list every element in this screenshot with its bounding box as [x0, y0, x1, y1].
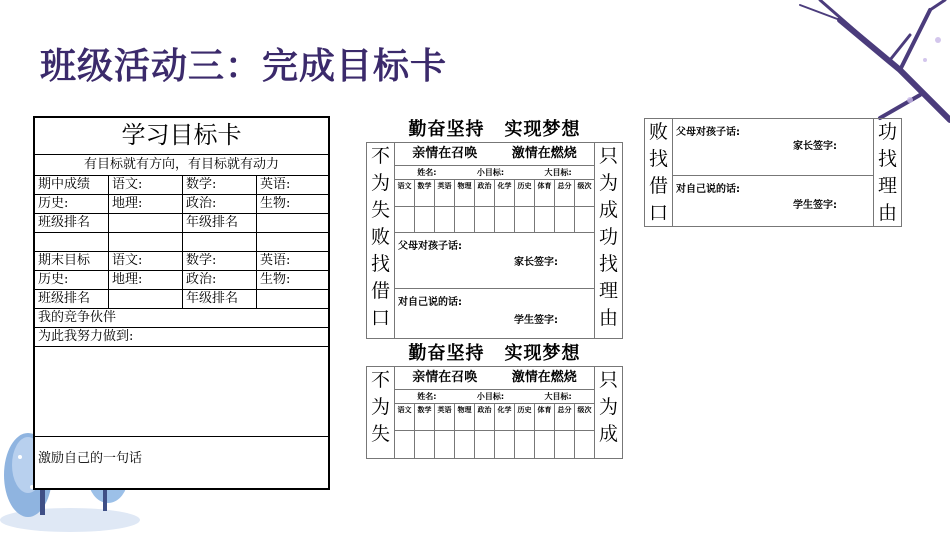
slogan-char: 借 [648, 175, 668, 197]
subject-cell: 数学 [415, 404, 435, 430]
parent-message-box [673, 119, 873, 176]
subject-cell: 政治 [475, 404, 495, 430]
score-row [395, 207, 594, 233]
slogan-char: 由 [877, 202, 897, 224]
subject-cell: 化学 [495, 404, 515, 430]
right-slogan [595, 367, 622, 458]
table-cell [257, 233, 328, 251]
slogan-char: 找 [370, 253, 390, 275]
table-cell: 生物: [260, 272, 291, 287]
table-cell: 政治: [183, 195, 257, 213]
card-heading: 学习目标卡 [35, 118, 328, 155]
slogan-char: 口 [648, 202, 668, 224]
subject-cell: 化学 [495, 180, 515, 206]
final-row-2 [35, 271, 328, 290]
pledge-body [366, 142, 623, 339]
left-slogan [645, 119, 672, 226]
name-label: 姓名: [417, 168, 437, 177]
table-cell: 语文: [109, 176, 183, 194]
big-goal-label: 大目标: [544, 392, 572, 401]
pledge-center [394, 143, 595, 338]
pledge-card-bottom [366, 342, 623, 459]
pledge-center [394, 367, 595, 458]
header-left: 勤奋坚持 [408, 119, 485, 140]
slogan-char: 为 [370, 172, 390, 194]
table-cell: 语文: [109, 252, 183, 270]
subject-cell: 历史 [515, 404, 535, 430]
table-cell: 数学: [183, 252, 257, 270]
subject-cell: 英语 [435, 180, 455, 206]
midterm-row-1 [35, 176, 328, 195]
table-cell [109, 214, 183, 232]
table-cell: 历史: [35, 195, 109, 213]
subject-cell: 语文 [395, 404, 415, 430]
card-subheading: 有目标就有方向，有目标就有动力 [35, 155, 328, 176]
pledge-center [672, 119, 874, 226]
left-slogan [367, 143, 394, 338]
slogan-char: 由 [598, 307, 618, 329]
parent-sign-label: 家长签字: [793, 141, 837, 152]
parent-message-box [395, 233, 594, 289]
table-cell: 地理: [109, 195, 183, 213]
blank-row [35, 233, 328, 252]
right-slogan [595, 143, 622, 338]
small-goal-label: 小目标: [476, 168, 505, 177]
subject-cell: 级次 [577, 406, 592, 414]
self-msg-label: 对自己说的话: [676, 184, 740, 195]
subject-cell: 语文 [395, 180, 415, 206]
student-sign-label: 学生签字: [514, 315, 558, 326]
right-slogan [874, 119, 901, 226]
student-sign-label: 学生签字: [793, 200, 837, 211]
table-cell [183, 233, 257, 251]
table-cell [257, 214, 328, 232]
subject-cell: 物理 [455, 404, 475, 430]
final-row-1 [35, 252, 328, 271]
subject-row [395, 180, 594, 207]
pledge-body [366, 366, 623, 459]
branch-decoration [780, 0, 950, 130]
slogan-char: 功 [598, 226, 618, 248]
page-title: 班级活动三：完成目标卡 [40, 46, 448, 87]
midterm-row-3 [35, 214, 328, 233]
parent-sign-label: 家长签字: [514, 257, 558, 268]
pledge-header [366, 342, 623, 366]
name-row [395, 390, 594, 404]
slogan-char: 为 [370, 396, 390, 418]
subject-row [395, 404, 594, 431]
effort-label: 为此我努力做到: [35, 328, 328, 347]
midterm-row-2 [35, 195, 328, 214]
table-cell: 期末目标 [35, 252, 109, 270]
slogan-char: 口 [370, 307, 390, 329]
table-cell: 年级排名 [183, 214, 257, 232]
motto-label: 激励自己的一句话 [38, 451, 143, 466]
slogan-char: 找 [648, 148, 668, 170]
subject-cell: 体育 [535, 180, 555, 206]
table-cell: 政治: [183, 271, 257, 289]
motto-left: 亲情在召唤 [412, 370, 478, 385]
slogan-char: 为 [598, 172, 618, 194]
self-message-box [395, 289, 594, 338]
parent-msg-label: 父母对孩子话: [676, 127, 740, 138]
subject-cell: 物理 [455, 180, 475, 206]
subject-cell: 体育 [535, 404, 555, 430]
left-slogan [367, 367, 394, 458]
slogan-char: 只 [598, 369, 618, 391]
pledge-card-top [366, 118, 623, 339]
effort-box [35, 347, 328, 437]
subject-cell: 总分 [555, 180, 575, 206]
slogan-char: 只 [598, 145, 618, 167]
slogan-char: 成 [598, 423, 618, 445]
score-row [395, 431, 594, 458]
table-cell [109, 290, 183, 308]
slogan-char: 功 [877, 121, 897, 143]
slogan-char: 败 [370, 226, 390, 248]
center-mottos [395, 367, 594, 390]
slogan-char: 成 [598, 199, 618, 221]
big-goal-label: 大目标: [544, 168, 572, 177]
table-cell: 生物: [260, 196, 291, 211]
parent-msg-label: 父母对孩子话: [398, 241, 462, 252]
name-label: 姓名: [417, 392, 437, 401]
table-cell: 期中成绩 [35, 176, 109, 194]
goal-card [33, 116, 330, 490]
subject-cell: 总分 [555, 404, 575, 430]
table-cell: 地理: [109, 271, 183, 289]
pledge-header [366, 118, 623, 142]
motto-left: 亲情在召唤 [412, 146, 478, 161]
table-cell: 班级排名 [35, 214, 109, 232]
table-cell: 数学: [183, 176, 257, 194]
subject-cell: 数学 [415, 180, 435, 206]
final-row-3 [35, 290, 328, 309]
slogan-char: 不 [370, 369, 390, 391]
header-right: 实现梦想 [504, 343, 581, 364]
slogan-char: 借 [370, 280, 390, 302]
slogan-char: 理 [877, 175, 897, 197]
motto-right: 激情在燃烧 [511, 370, 577, 385]
table-cell: 英语: [260, 253, 291, 268]
subject-cell: 英语 [435, 404, 455, 430]
slogan-char: 不 [370, 145, 390, 167]
motto-right: 激情在燃烧 [511, 146, 577, 161]
table-cell [35, 233, 109, 251]
subject-cell: 级次 [577, 182, 592, 190]
table-cell: 年级排名 [183, 290, 257, 308]
rival-label: 我的竞争伙伴 [35, 309, 328, 328]
pledge-card-right [644, 118, 902, 227]
table-cell: 历史: [35, 271, 109, 289]
self-msg-label: 对自己说的话: [398, 297, 462, 308]
table-cell [109, 233, 183, 251]
table-cell: 班级排名 [35, 290, 109, 308]
table-cell [257, 290, 328, 308]
table-cell: 英语: [260, 177, 291, 192]
slogan-char: 为 [598, 396, 618, 418]
slogan-char: 找 [877, 148, 897, 170]
header-left: 勤奋坚持 [408, 343, 485, 364]
slogan-char: 理 [598, 280, 618, 302]
name-row [395, 166, 594, 180]
subject-cell: 政治 [475, 180, 495, 206]
small-goal-label: 小目标: [476, 392, 505, 401]
center-mottos [395, 143, 594, 166]
slogan-char: 败 [648, 121, 668, 143]
header-right: 实现梦想 [504, 119, 581, 140]
slogan-char: 失 [370, 199, 390, 221]
slogan-char: 失 [370, 423, 390, 445]
subject-cell: 历史 [515, 180, 535, 206]
self-message-box [673, 176, 873, 226]
slogan-char: 找 [598, 253, 618, 275]
